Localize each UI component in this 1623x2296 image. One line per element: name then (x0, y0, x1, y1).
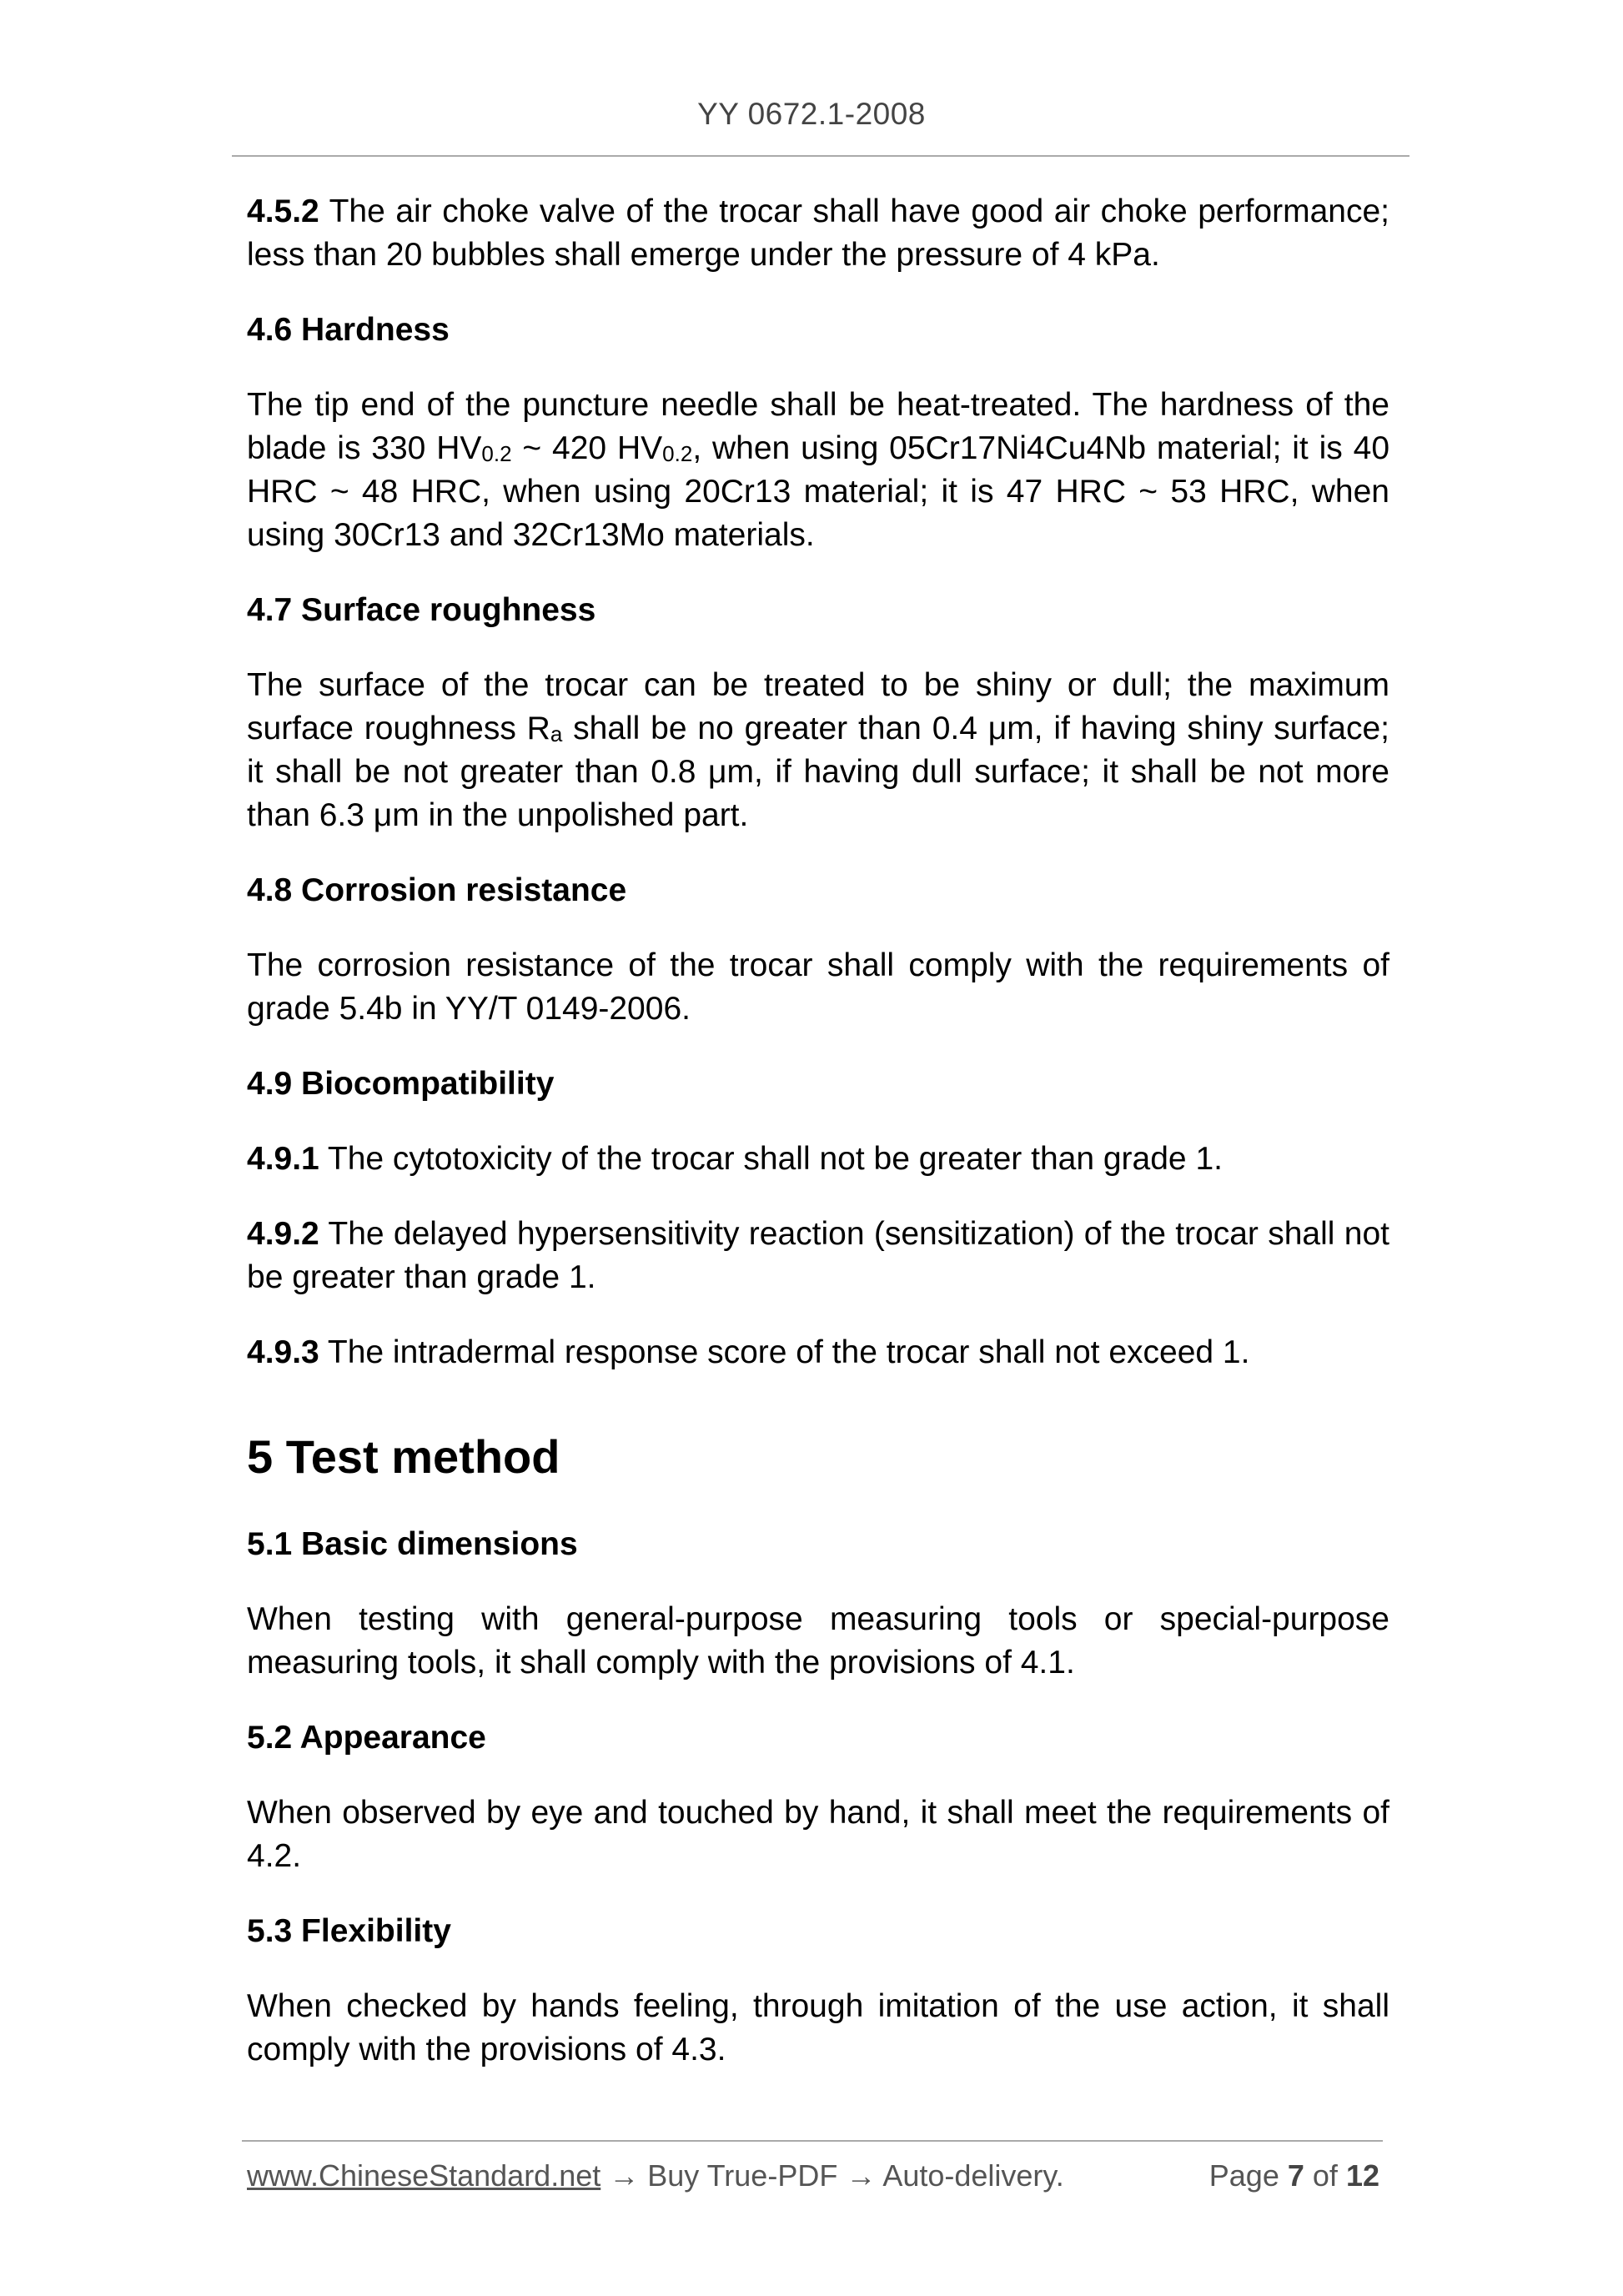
section-heading-4-8: 4.8 Corrosion resistance (247, 872, 627, 908)
clause-number: 4.5.2 (247, 193, 319, 229)
clause-number: 4.9.2 (247, 1216, 319, 1252)
subscript: 0.2 (481, 441, 512, 466)
header-divider (232, 155, 1409, 157)
footer-tagline: → Buy True-PDF → Auto-delivery. (600, 2158, 1064, 2193)
subscript: 0.2 (662, 441, 693, 466)
section-heading-5-3: 5.3 Flexibility (247, 1913, 451, 1949)
of-label: of (1312, 2158, 1338, 2193)
section-heading-4-6: 4.6 Hardness (247, 312, 450, 348)
footer-left (247, 2158, 1064, 2193)
website-link[interactable]: www.ChineseStandard.net (247, 2158, 601, 2193)
clause-4-6-text (247, 384, 1389, 557)
clause-5-2-text: When observed by eye and touched by hand, it shall meet the requirements of 4.2. (247, 1795, 1389, 1874)
clause-4-9-1 (247, 1138, 1389, 1181)
clause-text: The delayed hypersensitivity reaction (sensitization) of the trocar shall not be greater than grade 1. (247, 1216, 1389, 1295)
clause-4-9-2 (247, 1213, 1389, 1299)
section-heading-5-2: 5.2 Appearance (247, 1720, 486, 1756)
clause-4-7-text (247, 664, 1389, 837)
chapter-heading-5: 5 Test method (247, 1430, 560, 1483)
clause-number: 4.9.3 (247, 1334, 319, 1370)
document-body (247, 190, 1389, 2103)
clause-4-9-3 (247, 1331, 1389, 1374)
page-total: 12 (1345, 2158, 1379, 2193)
clause-text: The air choke valve of the trocar shall have good air choke performance; less than 20 bubbles shall emerge under the pressure of 4 kPa. (247, 193, 1389, 273)
subscript: a (550, 721, 563, 746)
clause-text: The intradermal response score of the trocar shall not exceed 1. (319, 1334, 1250, 1370)
page-label: Page (1208, 2158, 1279, 2193)
clause-4-5-2 (247, 190, 1389, 277)
text-run: ~ 420 HV (511, 430, 663, 466)
clause-number: 4.9.1 (247, 1141, 319, 1177)
section-heading-4-9: 4.9 Biocompatibility (247, 1066, 555, 1102)
text-run: , when using 05Cr17Ni4Cu4Nb material; it is 40 HRC ~ 48 HRC, when using 20Cr13 material; it is 47 HRC ~ 53 HRC, when using 30Cr13 and 32Cr13Mo materials. (247, 430, 1390, 553)
clause-5-3-text: When checked by hands feeling, through imitation of the use action, it shall comply with the provisions of 4.3. (247, 1988, 1389, 2067)
page-indicator (1209, 2158, 1379, 2193)
text-run: shall be no greater than 0.4 μm, if having shiny surface; it shall be not greater than 0.8 μm, if having dull surface; it shall be not more than 6.3 μm in the unpolished part. (247, 711, 1390, 833)
text-run: The surface of the trocar can be treated to be shiny or dull; the maximum surface roughness R (247, 667, 1389, 746)
page-current: 7 (1287, 2158, 1304, 2193)
section-heading-4-7: 4.7 Surface roughness (247, 592, 596, 628)
clause-5-1-text: When testing with general-purpose measuring tools or special-purpose measuring tools, it shall comply with the provisions of 4.1. (247, 1601, 1389, 1681)
page-footer (247, 2158, 1379, 2193)
text-run: The tip end of the puncture needle shall be heat-treated. The hardness of the blade is 330 HV (247, 387, 1389, 466)
footer-divider (242, 2140, 1383, 2142)
clause-text: The cytotoxicity of the trocar shall not be greater than grade 1. (319, 1141, 1223, 1177)
header-title: YY 0672.1-2008 (697, 97, 926, 131)
clause-4-8-text: The corrosion resistance of the trocar shall comply with the requirements of grade 5.4b in YY/T 0149-2006. (247, 947, 1389, 1027)
section-heading-5-1: 5.1 Basic dimensions (247, 1526, 578, 1562)
